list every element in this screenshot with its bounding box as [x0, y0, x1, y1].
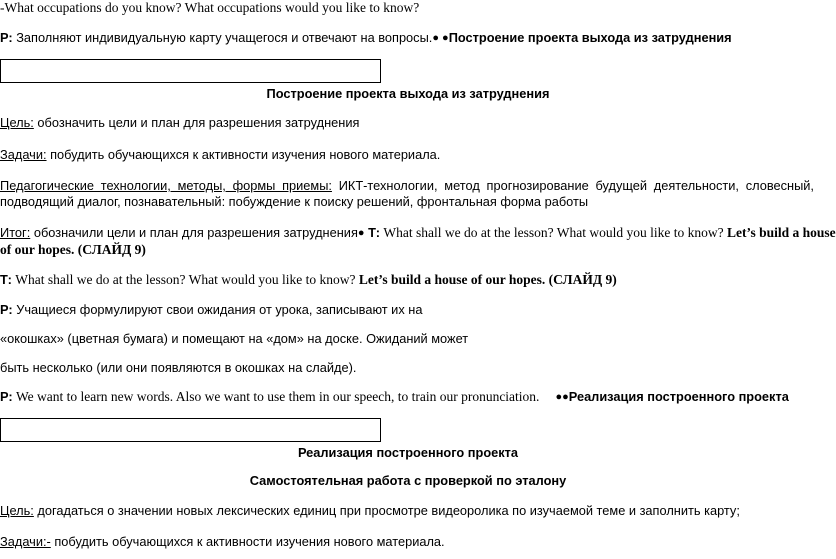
- tasks2-line: [0, 534, 445, 550]
- teacher-line: [0, 272, 617, 288]
- pupils-line-2: «окошках» (цветная бумага) и помещают на «дом» на доске. Ожиданий может: [0, 331, 469, 346]
- teacher-label: Т:: [0, 272, 12, 287]
- tasks-label: Задачи:: [0, 147, 47, 162]
- pupils-line-3: быть несколько (или они появляются в окошках на слайде).: [0, 360, 357, 375]
- pupils-line-1: [0, 302, 422, 318]
- result-text: обозначили цели и план для разрешения затруднения: [30, 225, 358, 240]
- pedagogical-label: Педагогические технологии, методы, формы приемы:: [0, 178, 332, 193]
- result-label: Итог:: [0, 225, 31, 240]
- bullet-icon: ●●: [555, 391, 569, 403]
- empty-text-box: [0, 418, 381, 442]
- pupils-answer-english: [0, 389, 789, 406]
- goal-line: [0, 115, 359, 131]
- pupils-text: Учащиеся формулируют свои ожидания от урока, записывают их на: [12, 302, 423, 317]
- speaker-label: Р:: [0, 389, 13, 404]
- goal-text: догадаться о значении новых лексических единиц при просмотре видеоролика по изучаемой теме и заполнить карту;: [33, 503, 740, 518]
- pedagogical-text: ИКТ-технологии, метод прогнозирование будущей деятельности, словесный,: [331, 178, 814, 193]
- pedagogical-line-cont: подводящий диалог, познавательный: побуждение к поиску решений, фронтальная форма работы: [0, 194, 589, 209]
- result-line: [0, 225, 836, 242]
- goal-text: обозначить цели и план для разрешения затруднения: [33, 115, 360, 130]
- answer-text: Заполняют индивидуальную карту учащегося и отвечают на вопросы.: [12, 30, 433, 45]
- empty-text-box: [0, 59, 381, 83]
- goal-label: Цель:: [0, 115, 34, 130]
- section-heading-implementation: Реализация построенного проекта: [297, 445, 519, 460]
- teacher-bold-text: Let’s build a house of our hopes. (СЛАЙД 9): [355, 272, 617, 287]
- tasks-label: Задачи:-: [0, 534, 51, 549]
- inline-heading: Построение проекта выхода из затруднения: [448, 30, 732, 45]
- result-line-cont: of our hopes. (СЛАЙД 9): [0, 242, 146, 257]
- tasks-text: побудить обучающихся к активности изучения нового материала.: [46, 147, 441, 162]
- section-heading-project: Построение проекта выхода из затруднения: [266, 86, 550, 101]
- tasks-text: побудить обучающихся к активности изучения нового материала.: [50, 534, 445, 549]
- pupils-answer-line: [0, 30, 732, 47]
- bullet-icon: ● ●: [432, 32, 449, 44]
- speaker-label: Р:: [0, 30, 13, 45]
- inline-heading: Реализация построенного проекта: [568, 389, 789, 404]
- tasks-line: [0, 147, 440, 163]
- teacher-label: Т:: [364, 225, 381, 240]
- teacher-bold-text: Let’s build a house: [723, 225, 836, 240]
- bullet-icon: ●: [357, 227, 365, 239]
- teacher-text: What shall we do at the lesson? What would you like to know?: [380, 225, 724, 240]
- question-line: -What occupations do you know? What occupations would you like to know?: [0, 0, 420, 15]
- section-heading-self-work: Самостоятельная работа с проверкой по эталону: [249, 473, 567, 488]
- pupils-english-text: We want to learn new words. Also we want to use them in our speech, to train our pronunciation.: [12, 389, 540, 404]
- teacher-text: What shall we do at the lesson? What would you like to know?: [11, 272, 356, 287]
- goal-label: Цель:: [0, 503, 34, 518]
- speaker-label: Р:: [0, 302, 13, 317]
- pedagogical-line: [0, 178, 814, 194]
- goal2-line: [0, 503, 740, 519]
